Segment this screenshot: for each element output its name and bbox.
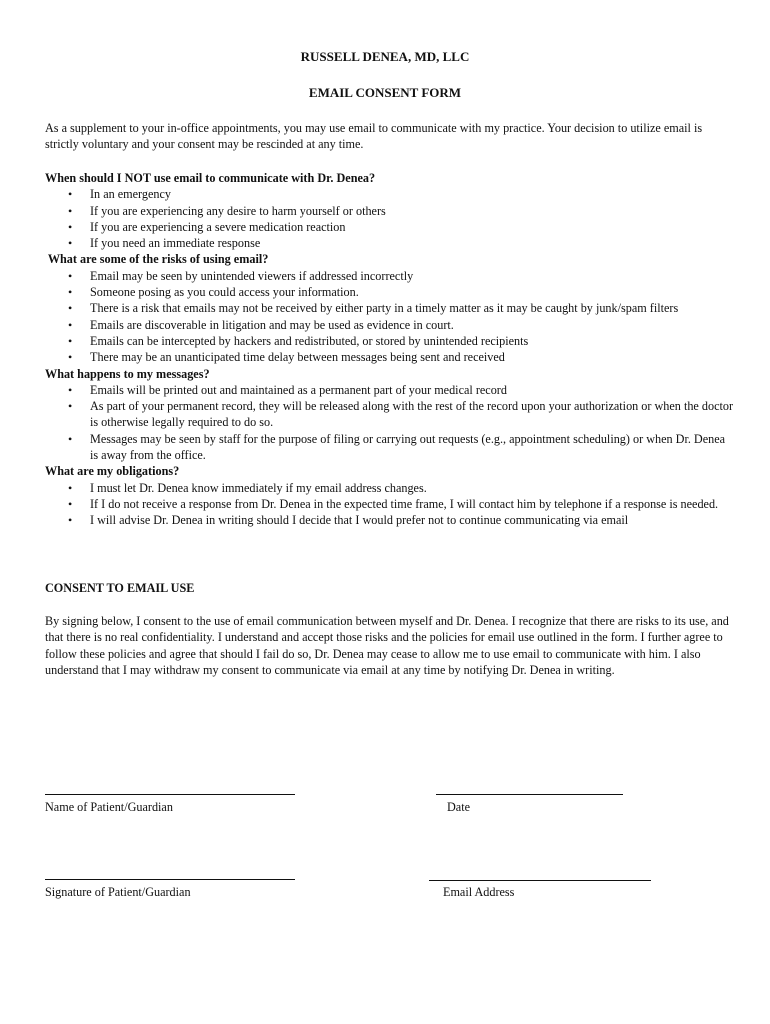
date-label: Date	[447, 800, 471, 814]
bullet-list	[45, 186, 735, 251]
section-heading: What are some of the risks of using email?	[45, 252, 269, 267]
list-item: • There may be an unanticipated time delay between messages being sent and received	[45, 349, 735, 365]
section-heading: What are my obligations?	[45, 464, 180, 479]
date-line[interactable]	[436, 794, 623, 795]
patient-signature-label: Signature of Patient/Guardian	[45, 885, 191, 899]
list-item: • Emails are discoverable in litigation and may be used as evidence in court.	[45, 317, 735, 333]
list-item: • I must let Dr. Denea know immediately if my email address changes.	[45, 480, 735, 496]
list-item: • Emails can be intercepted by hackers and redistributed, or stored by unintended recipients	[45, 333, 735, 349]
consent-paragraph: By signing below, I consent to the use of email communication between myself and Dr. Denea. I recognize that there are risks to its use, and that there is no real confidentiality. I understand and accept those risks and the policies for email use outlined in the form. I further agree to follow these policies and agree that should I fail do so, Dr. Denea may cease to allow me to use email to communicate with him. I also understand that I may withdraw my consent to communicate via email at any time by notifying Dr. Denea in writing.	[45, 614, 729, 677]
patient-name-label: Name of Patient/Guardian	[45, 800, 173, 814]
section-heading: When should I NOT use email to communicate with Dr. Denea?	[45, 171, 376, 185]
list-item: • If you are experiencing any desire to harm yourself or others	[45, 203, 735, 219]
list-item: • I will advise Dr. Denea in writing should I decide that I would prefer not to continue communicating via email	[45, 512, 735, 528]
list-item: • If you are experiencing a severe medication reaction	[45, 219, 735, 235]
practice-name: RUSSELL DENEA, MD, LLC	[300, 49, 470, 64]
list-item: • Email may be seen by unintended viewers if addressed incorrectly	[45, 268, 735, 284]
section-obligations	[45, 463, 735, 528]
list-item: • As part of your permanent record, they will be released along with the rest of the record upon your authorization or when the doctor is otherwise legally required to do so.	[45, 398, 735, 431]
patient-signature-line[interactable]	[45, 879, 295, 880]
list-item: • Messages may be seen by staff for the purpose of filing or carrying out requests (e.g., appointment scheduling) or when Dr. Denea is away from the office.	[45, 431, 735, 464]
section-when-not-to-use	[45, 170, 735, 251]
list-item: • There is a risk that emails may not be received by either party in a timely matter as it may be caught by junk/spam filters	[45, 300, 735, 316]
faq-sections	[45, 170, 735, 529]
bullet-list	[45, 268, 735, 366]
bullet-list	[45, 382, 735, 463]
form-title: EMAIL CONSENT FORM	[308, 85, 462, 100]
list-item: • If you need an immediate response	[45, 235, 735, 251]
patient-name-line[interactable]	[45, 794, 295, 795]
email-address-line[interactable]	[429, 880, 651, 881]
list-item: • Someone posing as you could access your information.	[45, 284, 735, 300]
bullet-list	[45, 480, 735, 529]
list-item: • Emails will be printed out and maintained as a permanent part of your medical record	[45, 382, 735, 398]
section-risks	[45, 251, 735, 365]
consent-heading: CONSENT TO EMAIL USE	[45, 581, 195, 595]
list-item: • In an emergency	[45, 186, 735, 202]
list-item: • If I do not receive a response from Dr. Denea in the expected time frame, I will contact him by telephone if a response is needed.	[45, 496, 735, 512]
section-messages	[45, 366, 735, 464]
intro-paragraph: As a supplement to your in-office appointments, you may use email to communicate with my practice. Your decision to utilize email is strictly voluntary and your consent may be rescinded at any time.	[45, 121, 703, 152]
section-heading: What happens to my messages?	[45, 366, 210, 381]
email-address-label: Email Address	[443, 885, 515, 899]
